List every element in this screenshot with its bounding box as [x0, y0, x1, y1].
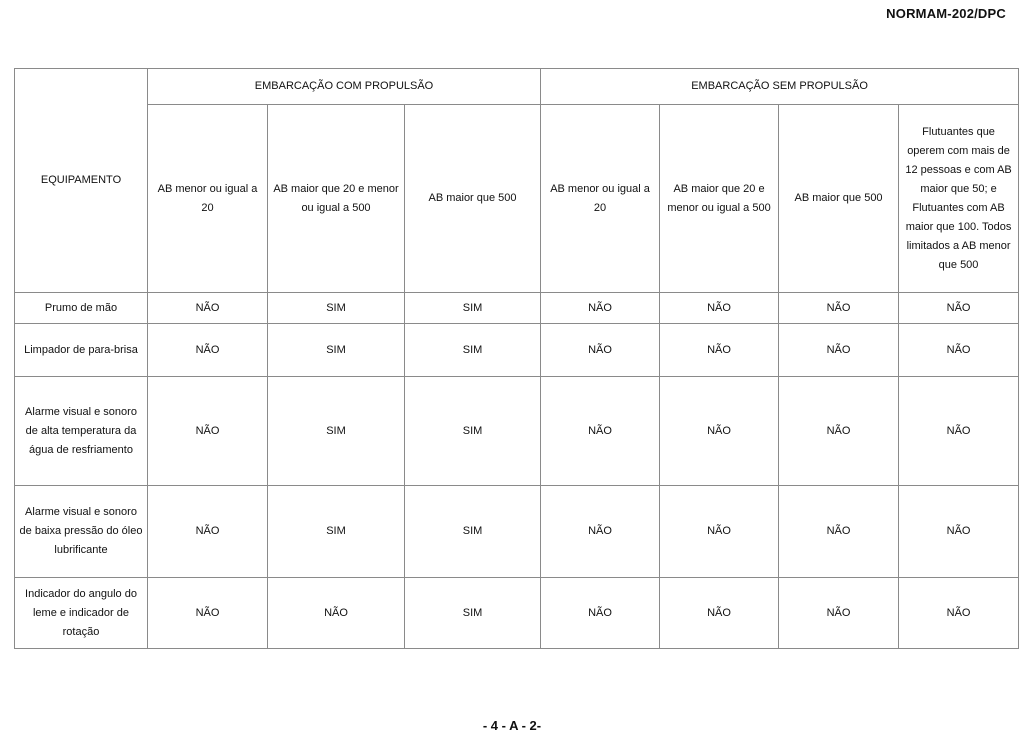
table-cell: NÃO [541, 377, 660, 486]
table-cell: SIM [405, 293, 541, 324]
table-cell: NÃO [779, 486, 899, 578]
table-cell: NÃO [660, 578, 779, 649]
table-row [15, 486, 1019, 578]
equipment-column-header: EQUIPAMENTO [15, 69, 148, 293]
table-cell: NÃO [268, 578, 405, 649]
table-cell: NÃO [899, 293, 1019, 324]
table-cell: NÃO [899, 377, 1019, 486]
equipment-name: Indicador do angulo do leme e indicador de rotação [15, 578, 148, 649]
table-cell: NÃO [660, 293, 779, 324]
group-header-com-propulsao: EMBARCAÇÃO COM PROPULSÃO [148, 69, 541, 105]
column-header-row [15, 105, 1019, 293]
table-cell: NÃO [148, 486, 268, 578]
table-cell: NÃO [660, 486, 779, 578]
table-cell: NÃO [541, 324, 660, 377]
equipment-name: Limpador de para-brisa [15, 324, 148, 377]
table-cell: SIM [405, 578, 541, 649]
page-number: - 4 - A - 2- [482, 718, 542, 733]
table-cell: NÃO [899, 486, 1019, 578]
column-header: Flutuantes que operem com mais de 12 pessoas e com AB maior que 50; e Flutuantes com AB maior que 100. Todos limitados a AB menor que 500 [899, 105, 1019, 293]
equipment-requirements-table [14, 68, 1019, 649]
column-header: AB menor ou igual a 20 [541, 105, 660, 293]
table-cell: NÃO [148, 578, 268, 649]
table-cell: SIM [268, 377, 405, 486]
table-cell: NÃO [899, 578, 1019, 649]
table-cell: NÃO [148, 377, 268, 486]
table-cell: NÃO [148, 293, 268, 324]
table-row [15, 293, 1019, 324]
table-cell: SIM [405, 486, 541, 578]
table-row [15, 324, 1019, 377]
table-cell: NÃO [541, 486, 660, 578]
column-header: AB maior que 20 e menor ou igual a 500 [268, 105, 405, 293]
table-cell: SIM [268, 293, 405, 324]
table-cell: SIM [268, 324, 405, 377]
table-cell: NÃO [779, 578, 899, 649]
column-header: AB maior que 500 [779, 105, 899, 293]
document-code: NORMAM-202/DPC [886, 6, 1006, 21]
table-row [15, 377, 1019, 486]
equipment-name: Prumo de mão [15, 293, 148, 324]
column-header: AB maior que 20 e menor ou igual a 500 [660, 105, 779, 293]
table-cell: SIM [405, 324, 541, 377]
table-cell: NÃO [148, 324, 268, 377]
table-cell: NÃO [779, 324, 899, 377]
table-cell: NÃO [541, 578, 660, 649]
equipment-name: Alarme visual e sonoro de alta temperatura da água de resfriamento [15, 377, 148, 486]
table-cell: NÃO [541, 293, 660, 324]
table-cell: NÃO [660, 324, 779, 377]
group-header-sem-propulsao: EMBARCAÇÃO SEM PROPULSÃO [541, 69, 1019, 105]
table-row [15, 578, 1019, 649]
column-header: AB maior que 500 [405, 105, 541, 293]
table-cell: SIM [405, 377, 541, 486]
equipment-name: Alarme visual e sonoro de baixa pressão do óleo lubrificante [15, 486, 148, 578]
table-cell: NÃO [779, 377, 899, 486]
table-cell: NÃO [660, 377, 779, 486]
table-cell: NÃO [899, 324, 1019, 377]
column-header: AB menor ou igual a 20 [148, 105, 268, 293]
table-cell: SIM [268, 486, 405, 578]
group-header-row [15, 69, 1019, 105]
table-cell: NÃO [779, 293, 899, 324]
